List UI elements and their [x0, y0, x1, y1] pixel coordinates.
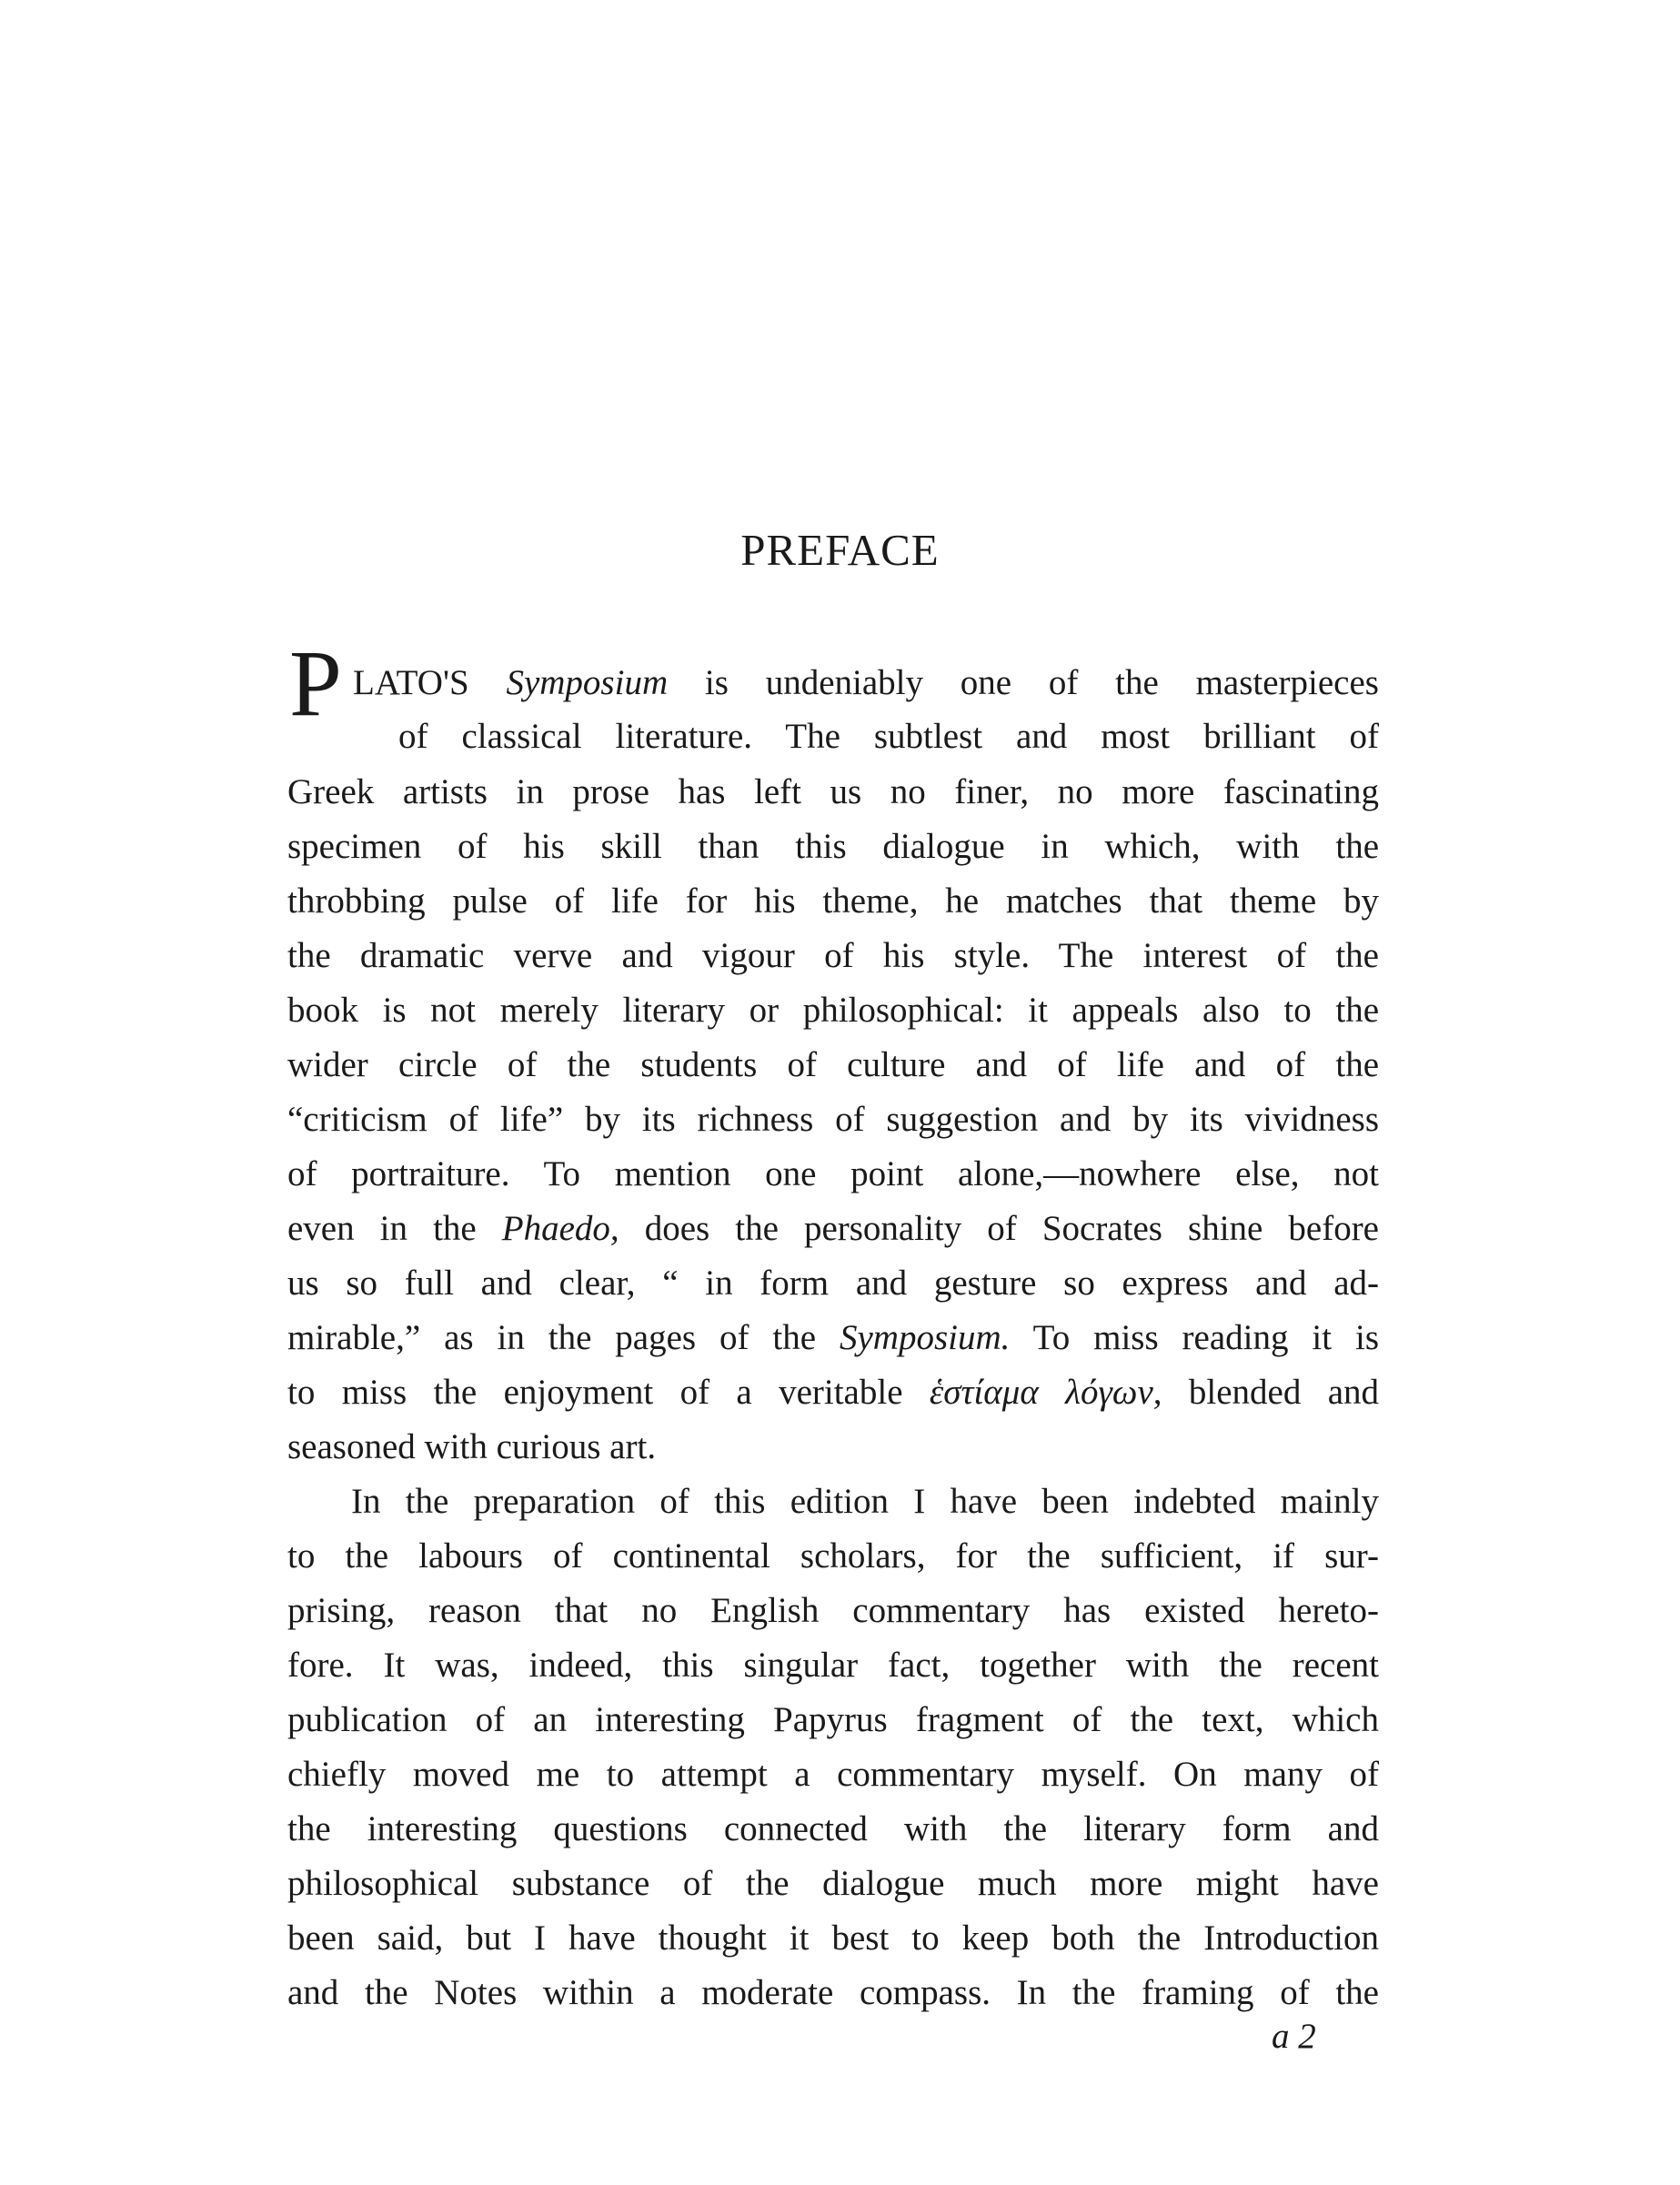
- paragraph-1-line-2: of classical literature. The subtlest and most brilliant of: [398, 717, 1379, 756]
- paragraph-1-line-1: LATO'S Symposium is undeniably one of the masterpieces: [353, 663, 1379, 702]
- paragraph-1-line-9: “criticism of life” by its richness of suggestion and by its vividness: [287, 1100, 1379, 1139]
- paragraph-1-line-11: even in the Phaedo, does the personality of Socrates shine before: [287, 1209, 1379, 1248]
- paragraph-2-line-9: been said, but I have thought it best to keep both the Introduction: [287, 1918, 1379, 1958]
- paragraph-2-line-6: chiefly moved me to attempt a commentary myself. On many of: [287, 1755, 1379, 1794]
- paragraph-1-line-3: Greek artists in prose has left us no finer, no more fascinating: [287, 772, 1379, 811]
- paragraph-1-line-14: to miss the enjoyment of a veritable ἑστίαμα λόγων, blended and: [287, 1373, 1379, 1412]
- paragraph-2-line-2: to the labours of continental scholars, for the sufficient, if sur-: [287, 1536, 1379, 1576]
- paragraph-1-line-13: mirable,” as in the pages of the Symposium. To miss reading it is: [287, 1318, 1380, 1357]
- paragraph-1-line-4: specimen of his skill than this dialogue in which, with the: [287, 827, 1379, 866]
- paragraph-1-line-10: of portraiture. To mention one point alone,—nowhere else, not: [287, 1154, 1379, 1193]
- paragraph-1-line-6: the dramatic verve and vigour of his style. The interest of the: [287, 936, 1379, 975]
- paragraph-1-line-5: throbbing pulse of life for his theme, he matches that theme by: [287, 881, 1379, 921]
- page-title: PREFACE: [740, 525, 940, 575]
- paragraph-2-line-7: the interesting questions connected with the literary form and: [287, 1809, 1379, 1848]
- paragraph-2-line-3: prising, reason that no English commentary has existed hereto-: [287, 1591, 1379, 1630]
- paragraph-1-line-8: wider circle of the students of culture and of life and of the: [287, 1045, 1379, 1084]
- paragraph-1-line-15: seasoned with curious art.: [287, 1427, 657, 1466]
- paragraph-1-line-7: book is not merely literary or philosophical: it appeals also to the: [287, 991, 1379, 1030]
- paragraph-2-line-5: publication of an interesting Papyrus fragment of the text, which: [287, 1700, 1379, 1739]
- paragraph-2-line-1: In the preparation of this edition I have been indebted mainly: [351, 1482, 1379, 1521]
- drop-cap: P: [289, 631, 342, 736]
- signature-mark: a 2: [1272, 2017, 1316, 2056]
- paragraph-2-line-10: and the Notes within a moderate compass. In the framing of the: [287, 1973, 1379, 2012]
- paragraph-2-line-8: philosophical substance of the dialogue much more might have: [287, 1864, 1379, 1903]
- paragraph-2-line-4: fore. It was, indeed, this singular fact, together with the recent: [287, 1646, 1379, 1685]
- paragraph-1-line-12: us so full and clear, “ in form and gesture so express and ad-: [287, 1264, 1379, 1303]
